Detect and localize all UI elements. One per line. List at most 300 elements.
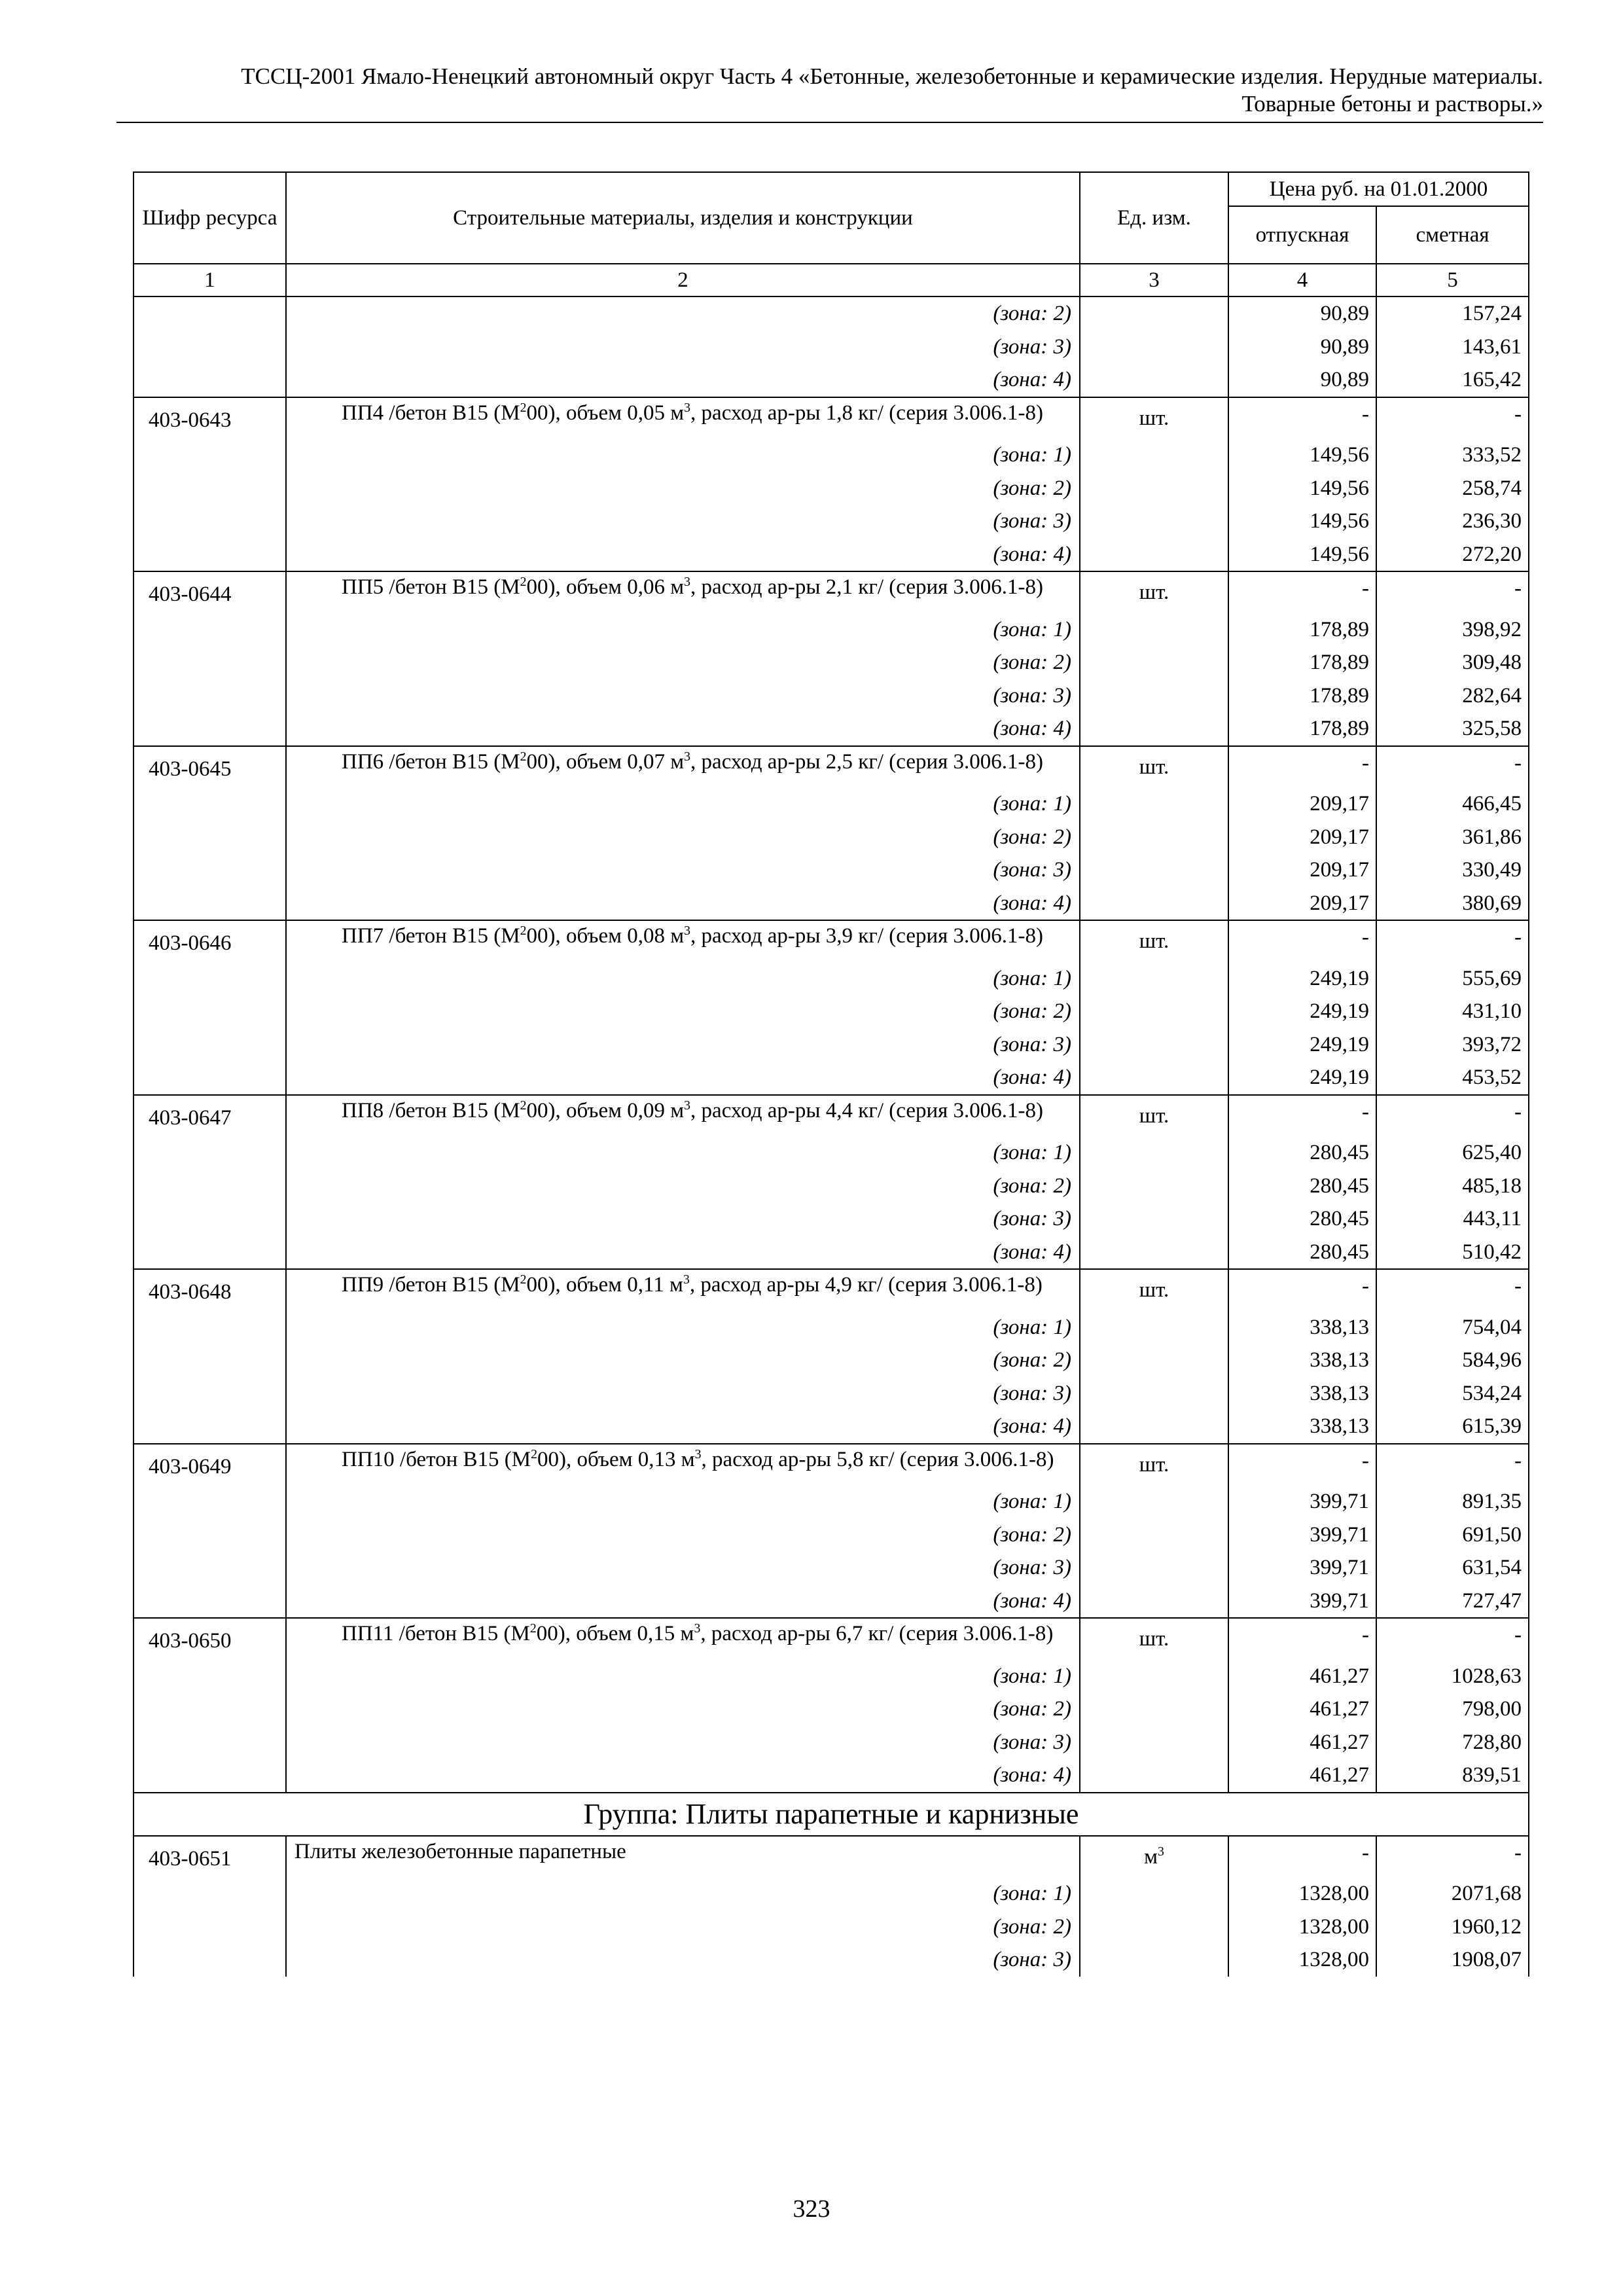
zone-label: (зона: 4)	[286, 1236, 1080, 1270]
item-row	[134, 1836, 1529, 1878]
unit-cell-empty	[1080, 538, 1228, 572]
unit-cell-empty	[1080, 1136, 1228, 1170]
description-part: , расход ар-ры 6,7 кг/ (серия 3.006.1-8)	[700, 1622, 1054, 1645]
estimate-price: 258,74	[1376, 472, 1529, 505]
estimate-price: 1908,07	[1376, 1943, 1529, 1977]
superscript: 2	[520, 1098, 527, 1113]
unit-cell-empty	[1080, 1910, 1228, 1944]
estimate-price: -	[1376, 920, 1529, 962]
description-part: , расход ар-ры 2,1 кг/ (серия 3.006.1-8)	[690, 575, 1044, 599]
unit-cell-empty	[1080, 1585, 1228, 1619]
unit-of-measure: шт.	[1080, 397, 1228, 439]
code-cell-empty	[134, 538, 286, 572]
unit-of-measure: шт.	[1080, 1095, 1228, 1137]
estimate-price: 727,47	[1376, 1585, 1529, 1619]
release-price: 178,89	[1228, 679, 1376, 713]
item-description	[286, 920, 1080, 962]
superscript: 3	[684, 575, 691, 589]
item-row	[134, 746, 1529, 788]
item-description	[286, 746, 1080, 788]
release-price: 399,71	[1228, 1518, 1376, 1552]
header-line-1: ТССЦ-2001 Ямало-Ненецкий автономный округ Часть 4 «Бетонные, железобетонные и керамические изделия. Нерудные материалы.	[241, 63, 1543, 89]
release-price: 209,17	[1228, 821, 1376, 854]
estimate-price: 165,42	[1376, 363, 1529, 397]
unit-of-measure: шт.	[1080, 1269, 1228, 1311]
unit-cell-empty	[1080, 1061, 1228, 1095]
zone-row	[134, 995, 1529, 1028]
release-price: -	[1228, 571, 1376, 613]
estimate-price: 1028,63	[1376, 1660, 1529, 1693]
price-table	[133, 171, 1529, 1977]
col-header-release: отпускная	[1228, 206, 1376, 264]
release-price: -	[1228, 1269, 1376, 1311]
description-part: 00), объем 0,08 м	[526, 924, 685, 948]
zone-label: (зона: 3)	[286, 853, 1080, 887]
release-price: 249,19	[1228, 1028, 1376, 1062]
unit-cell-empty	[1080, 1518, 1228, 1552]
zone-label: (зона: 3)	[286, 1202, 1080, 1236]
release-price: -	[1228, 920, 1376, 962]
col-header-estimate: сметная	[1376, 206, 1529, 264]
estimate-price: -	[1376, 397, 1529, 439]
description-part: 00), объем 0,13 м	[537, 1447, 695, 1471]
code-cell-empty	[134, 1759, 286, 1793]
zone-label: (зона: 2)	[286, 821, 1080, 854]
col-number: 2	[286, 264, 1080, 296]
unit-cell-empty	[1080, 887, 1228, 921]
release-price: 178,89	[1228, 613, 1376, 647]
release-price: 1328,00	[1228, 1910, 1376, 1944]
unit-cell-empty	[1080, 1877, 1228, 1910]
code-cell-empty	[134, 505, 286, 538]
code-cell-empty	[134, 1877, 286, 1910]
description-part: 00), объем 0,11 м	[526, 1273, 683, 1297]
superscript: 2	[520, 575, 527, 589]
release-price: -	[1228, 1095, 1376, 1137]
description-part: , расход ар-ры 3,9 кг/ (серия 3.006.1-8)	[690, 924, 1044, 948]
code-cell-empty	[134, 1551, 286, 1585]
release-price: 249,19	[1228, 995, 1376, 1028]
superscript: 3	[684, 1098, 691, 1113]
zone-row	[134, 962, 1529, 996]
release-price: 280,45	[1228, 1236, 1376, 1270]
code-cell-empty	[134, 363, 286, 397]
zone-label: (зона: 4)	[286, 363, 1080, 397]
unit-cell-empty	[1080, 1943, 1228, 1977]
item-row	[134, 920, 1529, 962]
zone-label: (зона: 1)	[286, 1485, 1080, 1518]
zone-row	[134, 1485, 1529, 1518]
release-price: 90,89	[1228, 363, 1376, 397]
item-description	[286, 1269, 1080, 1311]
zone-label: (зона: 2)	[286, 646, 1080, 679]
estimate-price: 393,72	[1376, 1028, 1529, 1062]
description-indent	[294, 575, 342, 599]
estimate-price: 1960,12	[1376, 1910, 1529, 1944]
superscript: 2	[529, 1621, 537, 1636]
table-body	[134, 296, 1529, 1977]
estimate-price: 728,80	[1376, 1726, 1529, 1759]
release-price: 399,71	[1228, 1485, 1376, 1518]
code-cell-empty	[134, 1344, 286, 1377]
zone-row	[134, 1660, 1529, 1693]
description-part: , расход ар-ры 5,8 кг/ (серия 3.006.1-8)	[701, 1447, 1054, 1471]
resource-code: 403-0644	[134, 571, 286, 613]
zone-label: (зона: 2)	[286, 1518, 1080, 1552]
header-rule	[116, 122, 1543, 123]
resource-code: 403-0643	[134, 397, 286, 439]
release-price: 178,89	[1228, 646, 1376, 679]
item-row	[134, 1618, 1529, 1660]
code-cell-empty	[134, 995, 286, 1028]
zone-label: (зона: 4)	[286, 712, 1080, 746]
zone-row	[134, 1585, 1529, 1619]
release-price: 90,89	[1228, 331, 1376, 364]
zone-label: (зона: 3)	[286, 505, 1080, 538]
release-price: 280,45	[1228, 1202, 1376, 1236]
release-price: 280,45	[1228, 1170, 1376, 1203]
estimate-price: 272,20	[1376, 538, 1529, 572]
estimate-price: 798,00	[1376, 1693, 1529, 1726]
code-cell-empty	[134, 1028, 286, 1062]
release-price: 249,19	[1228, 1061, 1376, 1095]
code-cell-empty	[134, 1518, 286, 1552]
code-cell-empty	[134, 1311, 286, 1344]
description-indent	[294, 1622, 342, 1645]
zone-row	[134, 1311, 1529, 1344]
unit-of-measure: шт.	[1080, 571, 1228, 613]
unit-cell-empty	[1080, 1377, 1228, 1410]
unit-of-measure	[1080, 1836, 1228, 1878]
estimate-price: 754,04	[1376, 1311, 1529, 1344]
resource-code: 403-0645	[134, 746, 286, 788]
unit-cell-empty	[1080, 646, 1228, 679]
code-cell-empty	[134, 962, 286, 996]
superscript: 3	[684, 924, 691, 938]
release-price: -	[1228, 1444, 1376, 1486]
estimate-price: 466,45	[1376, 787, 1529, 821]
code-cell-empty	[134, 821, 286, 854]
zone-label: (зона: 4)	[286, 1410, 1080, 1444]
zone-row	[134, 1910, 1529, 1944]
superscript: 3	[1158, 1844, 1164, 1859]
code-cell-empty	[134, 1136, 286, 1170]
estimate-price: 157,24	[1376, 296, 1529, 331]
release-price: 178,89	[1228, 712, 1376, 746]
item-row	[134, 1095, 1529, 1137]
superscript: 2	[531, 1446, 537, 1462]
zone-label: (зона: 3)	[286, 1943, 1080, 1977]
release-price: 461,27	[1228, 1726, 1376, 1759]
unit-cell-empty	[1080, 1410, 1228, 1444]
release-price: 1328,00	[1228, 1877, 1376, 1910]
zone-label: (зона: 1)	[286, 613, 1080, 647]
estimate-price: -	[1376, 1618, 1529, 1660]
release-price: 461,27	[1228, 1660, 1376, 1693]
unit-of-measure: шт.	[1080, 746, 1228, 788]
zone-row	[134, 1202, 1529, 1236]
header-line-2: Товарные бетоны и растворы.»	[1241, 91, 1543, 117]
item-description: Плиты железобетонные парапетные	[286, 1836, 1080, 1878]
code-cell-empty	[134, 853, 286, 887]
code-cell-empty	[134, 1170, 286, 1203]
resource-code: 403-0647	[134, 1095, 286, 1137]
col-header-name: Строительные материалы, изделия и конструкции	[286, 172, 1080, 264]
estimate-price: 485,18	[1376, 1170, 1529, 1203]
zone-row	[134, 1061, 1529, 1095]
zone-row	[134, 1759, 1529, 1793]
page-number: 323	[793, 2195, 830, 2223]
code-cell-empty	[134, 887, 286, 921]
release-price: 461,27	[1228, 1693, 1376, 1726]
resource-code: 403-0649	[134, 1444, 286, 1486]
code-cell-empty	[134, 1061, 286, 1095]
col-number: 5	[1376, 264, 1529, 296]
zone-label: (зона: 4)	[286, 1585, 1080, 1619]
unit-cell-empty	[1080, 962, 1228, 996]
code-cell-empty	[134, 1202, 286, 1236]
zone-label: (зона: 3)	[286, 1551, 1080, 1585]
estimate-price: 584,96	[1376, 1344, 1529, 1377]
code-cell-empty	[134, 1943, 286, 1977]
unit-cell-empty	[1080, 505, 1228, 538]
zone-label: (зона: 2)	[286, 995, 1080, 1028]
zone-label: (зона: 1)	[286, 962, 1080, 996]
release-price: -	[1228, 397, 1376, 439]
code-cell-empty	[134, 296, 286, 331]
zone-label: (зона: 3)	[286, 1726, 1080, 1759]
release-price: 338,13	[1228, 1377, 1376, 1410]
estimate-price: -	[1376, 1444, 1529, 1486]
release-price: 149,56	[1228, 472, 1376, 505]
zone-row	[134, 1943, 1529, 1977]
estimate-price: 333,52	[1376, 439, 1529, 472]
resource-code: 403-0651	[134, 1836, 286, 1878]
unit-cell-empty	[1080, 363, 1228, 397]
estimate-price: 330,49	[1376, 853, 1529, 887]
release-price: -	[1228, 746, 1376, 788]
zone-label: (зона: 2)	[286, 1344, 1080, 1377]
code-cell-empty	[134, 712, 286, 746]
zone-row	[134, 1726, 1529, 1759]
unit-of-measure: шт.	[1080, 1618, 1228, 1660]
item-description	[286, 1618, 1080, 1660]
item-row	[134, 1444, 1529, 1486]
description-part: ПП4 /бетон В15 (М	[342, 401, 520, 425]
unit-cell-empty	[1080, 1311, 1228, 1344]
release-price: 1328,00	[1228, 1943, 1376, 1977]
estimate-price: 380,69	[1376, 887, 1529, 921]
zone-row	[134, 472, 1529, 505]
unit-cell-empty	[1080, 787, 1228, 821]
unit-cell-empty	[1080, 1170, 1228, 1203]
unit-cell-empty	[1080, 1660, 1228, 1693]
release-price: 461,27	[1228, 1759, 1376, 1793]
zone-row	[134, 296, 1529, 331]
col-number: 4	[1228, 264, 1376, 296]
estimate-price: 398,92	[1376, 613, 1529, 647]
unit-cell-empty	[1080, 995, 1228, 1028]
code-cell-empty	[134, 1693, 286, 1726]
table-header	[134, 172, 1529, 296]
release-price: 338,13	[1228, 1410, 1376, 1444]
zone-row	[134, 1377, 1529, 1410]
col-header-price: Цена руб. на 01.01.2000	[1228, 172, 1529, 206]
estimate-price: 361,86	[1376, 821, 1529, 854]
description-part: , расход ар-ры 2,5 кг/ (серия 3.006.1-8)	[690, 749, 1044, 774]
zone-row	[134, 821, 1529, 854]
unit-cell-empty	[1080, 1202, 1228, 1236]
unit-cell-empty	[1080, 613, 1228, 647]
estimate-price: 143,61	[1376, 331, 1529, 364]
zone-row	[134, 363, 1529, 397]
release-price: 209,17	[1228, 853, 1376, 887]
unit-cell-empty	[1080, 472, 1228, 505]
zone-label: (зона: 3)	[286, 1377, 1080, 1410]
description-part: 00), объем 0,06 м	[526, 575, 685, 599]
zone-label: (зона: 2)	[286, 472, 1080, 505]
zone-label: (зона: 1)	[286, 1877, 1080, 1910]
unit-cell-empty	[1080, 821, 1228, 854]
estimate-price: -	[1376, 746, 1529, 788]
description-part: 00), объем 0,09 м	[526, 1098, 685, 1122]
unit-cell-empty	[1080, 1236, 1228, 1270]
estimate-price: -	[1376, 1269, 1529, 1311]
zone-label: (зона: 1)	[286, 787, 1080, 821]
resource-code: 403-0646	[134, 920, 286, 962]
code-cell-empty	[134, 1726, 286, 1759]
release-price: 209,17	[1228, 887, 1376, 921]
zone-row	[134, 1136, 1529, 1170]
description-part: ПП9 /бетон В15 (М	[342, 1273, 520, 1297]
code-cell-empty	[134, 1236, 286, 1270]
unit-cell-empty	[1080, 296, 1228, 331]
zone-label: (зона: 4)	[286, 1759, 1080, 1793]
zone-label: (зона: 3)	[286, 679, 1080, 713]
estimate-price: -	[1376, 1836, 1529, 1878]
zone-label: (зона: 2)	[286, 1693, 1080, 1726]
release-price: 209,17	[1228, 787, 1376, 821]
description-part: ПП8 /бетон В15 (М	[342, 1098, 520, 1122]
unit-of-measure: шт.	[1080, 1444, 1228, 1486]
item-row	[134, 397, 1529, 439]
zone-label: (зона: 1)	[286, 1660, 1080, 1693]
zone-label: (зона: 2)	[286, 296, 1080, 331]
estimate-price: -	[1376, 1095, 1529, 1137]
zone-row	[134, 1551, 1529, 1585]
item-description	[286, 1444, 1080, 1486]
superscript: 2	[520, 400, 527, 415]
unit-cell-empty	[1080, 1344, 1228, 1377]
code-cell-empty	[134, 1660, 286, 1693]
code-cell-empty	[134, 472, 286, 505]
superscript: 3	[684, 749, 691, 764]
zone-row	[134, 505, 1529, 538]
release-price: 149,56	[1228, 505, 1376, 538]
code-cell-empty	[134, 613, 286, 647]
zone-label: (зона: 3)	[286, 331, 1080, 364]
estimate-price: 631,54	[1376, 1551, 1529, 1585]
superscript: 3	[694, 1621, 701, 1636]
col-number: 3	[1080, 264, 1228, 296]
release-price: 249,19	[1228, 962, 1376, 996]
zone-row	[134, 887, 1529, 921]
zone-label: (зона: 4)	[286, 538, 1080, 572]
release-price: 399,71	[1228, 1585, 1376, 1619]
description-indent	[294, 750, 342, 774]
description-part: ПП7 /бетон В15 (М	[342, 924, 520, 948]
description-indent	[294, 1448, 342, 1471]
description-part: ПП10 /бетон В15 (М	[342, 1447, 531, 1471]
col-header-unit: Ед. изм.	[1080, 172, 1228, 264]
estimate-price: 625,40	[1376, 1136, 1529, 1170]
description-part: ПП11 /бетон В15 (М	[342, 1622, 530, 1645]
zone-row	[134, 331, 1529, 364]
superscript: 3	[684, 400, 691, 415]
estimate-price: 2071,68	[1376, 1877, 1529, 1910]
superscript: 3	[683, 1272, 690, 1287]
code-cell-empty	[134, 439, 286, 472]
zone-row	[134, 646, 1529, 679]
unit-cell-empty	[1080, 1759, 1228, 1793]
unit-cell-empty	[1080, 1551, 1228, 1585]
zone-row	[134, 1236, 1529, 1270]
release-price: 338,13	[1228, 1344, 1376, 1377]
release-price: 149,56	[1228, 538, 1376, 572]
estimate-price: 691,50	[1376, 1518, 1529, 1552]
unit-cell-empty	[1080, 1693, 1228, 1726]
zone-label: (зона: 1)	[286, 439, 1080, 472]
description-part: , расход ар-ры 4,9 кг/ (серия 3.006.1-8)	[689, 1273, 1043, 1297]
zone-label: (зона: 4)	[286, 887, 1080, 921]
code-cell-empty	[134, 1410, 286, 1444]
description-part: ПП5 /бетон В15 (М	[342, 575, 520, 599]
unit-of-measure: шт.	[1080, 920, 1228, 962]
estimate-price: 453,52	[1376, 1061, 1529, 1095]
release-price: 399,71	[1228, 1551, 1376, 1585]
estimate-price: 555,69	[1376, 962, 1529, 996]
item-description	[286, 397, 1080, 439]
description-indent	[294, 924, 342, 948]
group-title: Группа: Плиты парапетные и карнизные	[134, 1793, 1529, 1836]
unit-cell-empty	[1080, 1726, 1228, 1759]
zone-label: (зона: 4)	[286, 1061, 1080, 1095]
group-row	[134, 1793, 1529, 1836]
unit-cell-empty	[1080, 331, 1228, 364]
zone-row	[134, 613, 1529, 647]
zone-row	[134, 1693, 1529, 1726]
unit-cell-empty	[1080, 712, 1228, 746]
release-price: 90,89	[1228, 296, 1376, 331]
unit-cell-empty	[1080, 853, 1228, 887]
description-indent	[294, 1099, 342, 1122]
zone-row	[134, 1028, 1529, 1062]
zone-label: (зона: 2)	[286, 1910, 1080, 1944]
item-description	[286, 1095, 1080, 1137]
estimate-price: 236,30	[1376, 505, 1529, 538]
estimate-price: 431,10	[1376, 995, 1529, 1028]
description-part: 00), объем 0,15 м	[536, 1622, 694, 1645]
zone-row	[134, 1410, 1529, 1444]
zone-row	[134, 679, 1529, 713]
superscript: 2	[520, 1272, 527, 1287]
unit-base: м	[1144, 1844, 1158, 1869]
zone-label: (зона: 2)	[286, 1170, 1080, 1203]
description-indent	[294, 1273, 342, 1297]
description-part: 00), объем 0,05 м	[526, 401, 685, 425]
description-part: ПП6 /бетон В15 (М	[342, 749, 520, 774]
zone-label: (зона: 3)	[286, 1028, 1080, 1062]
